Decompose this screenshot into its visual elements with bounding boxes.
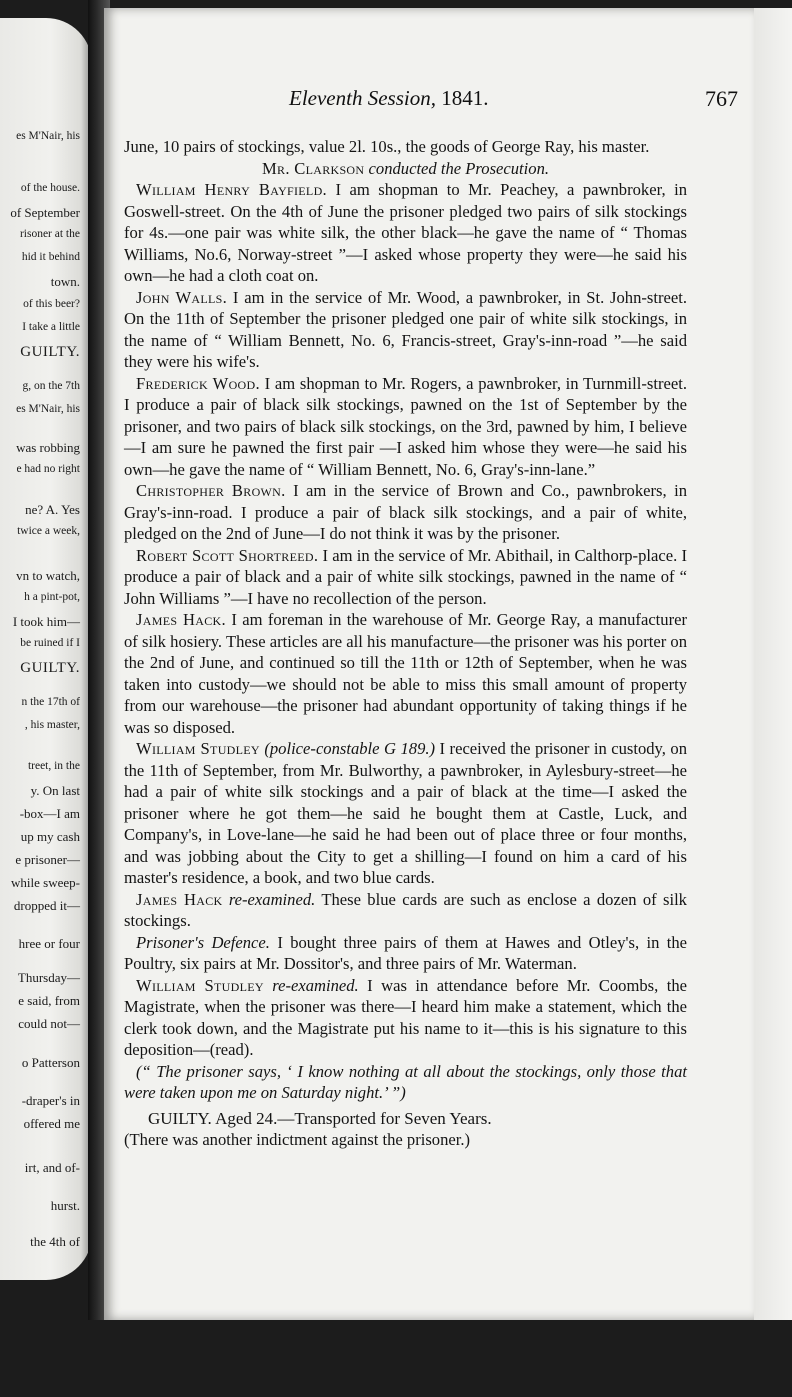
testimonies [124, 179, 687, 1061]
opening-paragraph: June, 10 pairs of stockings, value 2l. 10s., the goods of George Ray, his master. [124, 137, 650, 156]
witness-note: re-examined. [272, 975, 359, 995]
previous-page-line: o Patterson [21, 1055, 80, 1070]
previous-page-line: of this beer? [23, 298, 80, 310]
testimony-text: I am foreman in the warehouse of Mr. George Ray, a manufacturer of silk hosiery. These articles are all his manufacture—the prisoner was his porter on the 2nd of June, and continued so till the 11th or 12th of September, when he was taken into custody—we should not be able to miss this small amount of property from our warehouse—the prisoner had abundant opportunity of taking things if he was so disposed. [124, 610, 688, 737]
previous-page-line: hurst. [50, 1198, 80, 1213]
witness-name: William Henry Bayfield. [136, 180, 327, 199]
current-page [104, 8, 754, 1320]
prisoner-statement: (“ The prisoner says, ‘ I know nothing at all about the stockings, only those that were taken upon me on Saturday night.’ ”) [124, 1061, 687, 1102]
previous-page-line: -box—I am [19, 806, 80, 821]
witness-name: Frederick Wood. [136, 373, 260, 393]
previous-page-line: twice a week, [17, 525, 80, 537]
previous-page-line: e said, from [18, 993, 80, 1008]
testimony-paragraph [124, 480, 687, 545]
previous-page-line: n the 17th of [21, 696, 80, 708]
previous-page-line: GUILTY. [20, 344, 80, 360]
previous-page-line: I took him— [12, 614, 80, 629]
witness-note: re-examined. [228, 889, 316, 909]
previous-page-line: vn to watch, [16, 568, 80, 583]
witness-name: James Hack. [136, 610, 226, 629]
prosecutor-name: Mr. Clarkson [261, 158, 365, 178]
testimony-paragraph [124, 889, 687, 932]
previous-page-line: h a pint-pot, [24, 591, 80, 603]
session-year: 1841. [441, 86, 489, 110]
previous-page-line: Thursday— [17, 970, 80, 985]
previous-page-line: was robbing [16, 440, 80, 455]
previous-page-line: could not— [18, 1016, 80, 1031]
running-head [289, 86, 488, 111]
previous-page-line: hree or four [18, 936, 80, 951]
prosecution-note: conducted the Prosecution. [368, 158, 550, 178]
testimony-text: I am in the service of Mr. Abithail, in Calthorp-place. I produce a pair of black and a pair of white silk stockings, pawned in the name of “ John Williams ”—I have no recollection of the person. [124, 545, 687, 608]
testimony-text: I am shopman to Mr. Rogers, a pawnbroker, in Turnmill-street. I produce a pair of black silk stockings, pawned on the 1st of September by the prisoner, and two pairs of black silk stockings, on the 3rd, pawned by him, I believe—I am sure he pawned the first pair —I asked him whose they were—he said his own—he gave the name of “ William Bennett, No. 6, Gray's-inn-lane.” [124, 373, 687, 479]
previous-page-line: up my cash [20, 829, 80, 844]
verdict: GUILTY. Aged 24.—Transported for Seven Years. [148, 1108, 492, 1128]
testimony-text: I am shopman to Mr. Peachey, a pawnbroker, in Goswell-street. On the 4th of June the prisoner pledged two pairs of silk stockings for 4s.—one pair was white silk, the other black—he gave the name of “ Thomas Williams, No.6, Norway-street ”—I asked whose property they were—he said his own—he had a cloth coat on. [124, 180, 688, 285]
previous-page [0, 18, 92, 1280]
previous-page-line: e prisoner— [15, 852, 80, 867]
previous-page-line: es M'Nair, his [16, 130, 80, 142]
previous-page-line: , his master, [24, 719, 80, 731]
testimony-paragraph [124, 975, 687, 1061]
previous-page-line: of September [10, 205, 80, 220]
witness-name: William Studley [136, 975, 264, 995]
previous-page-line: the 4th of [30, 1234, 80, 1249]
previous-page-text [0, 18, 92, 1280]
previous-page-line: treet, in the [27, 760, 80, 772]
testimony-text: I am in the service of Mr. Wood, a pawnbroker, in St. John-street. On the 11th of September the prisoner pledged one pair of white silk stockings, in the name of “ William Bennett, No. 6, Francis-street, Gray's-inn-road ”—he said they were his wife's. [124, 287, 688, 371]
session-title: Eleventh Session, [289, 86, 436, 110]
testimony-paragraph [124, 179, 687, 287]
testimony-paragraph [124, 287, 687, 373]
testimony-text: These blue cards are such as enclose a dozen of silk stockings. [124, 889, 687, 930]
previous-page-line: -draper's in [21, 1093, 80, 1108]
previous-page-line: e had no right [16, 463, 80, 475]
page-header [124, 86, 738, 116]
previous-page-line: while sweep- [11, 875, 80, 890]
previous-page-line: I take a little [22, 321, 80, 333]
previous-page-line: irt, and of- [24, 1160, 80, 1175]
testimony-paragraph [124, 609, 687, 738]
scan-border [0, 1320, 792, 1397]
closing-note: (There was another indictment against the prisoner.) [124, 1130, 471, 1149]
previous-page-line: be ruined if I [20, 637, 80, 649]
previous-page-line: risoner at the [19, 228, 80, 240]
testimony-text: I am in the service of Brown and Co., pawnbrokers, in Gray's-inn-road. I produce a pair of black silk stockings, and a pair of white, pledged on the 2nd of June—I do not think it was by the prisoner. [124, 481, 688, 543]
previous-page-line: dropped it— [13, 898, 80, 913]
previous-page-line: town. [50, 274, 80, 289]
previous-page-line: g, on the 7th [22, 380, 80, 392]
previous-page-line: es M'Nair, his [16, 403, 80, 415]
witness-name: Christopher Brown. [136, 481, 286, 500]
witness-name: John Walls. [136, 287, 228, 307]
previous-page-line: of the house. [20, 182, 80, 194]
testimony-text: I received the prisoner in custody, on the 11th of September, from Mr. Bulworthy, a pawnbroker, in Aylesbury-street—he had a pair of white silk stockings and a pair of black at the time—I asked the prisoner where he got them—he said he bought them at Castle, Luck, and Company's, in Love-lane—he said he had been out of place three or four months, and was jobbing about the City to get a shilling—I found on him a card of his master's residence, a book, and two blue cards. [124, 739, 687, 887]
page-body [124, 136, 687, 1151]
witness-name: James Hack [136, 889, 223, 909]
testimony-text: I bought three pairs of them at Hawes and Otley's, in the Poultry, six pairs at Mr. Dossitor's, and three pairs of Mr. Waterman. [124, 932, 688, 973]
previous-page-line: y. On last [30, 783, 80, 798]
previous-page-line: offered me [23, 1116, 80, 1131]
testimony-paragraph [124, 373, 687, 481]
previous-page-line: GUILTY. [20, 660, 80, 676]
testimony-text: I was in attendance before Mr. Coombs, the Magistrate, when the prisoner was there—I heard him make a statement, which the clerk took down, and the Magistrate put his name to it—this is his signature to this deposition—(read). [124, 975, 687, 1059]
witness-note: (police-constable G 189.) [264, 739, 436, 758]
page-number: 767 [705, 86, 738, 111]
witness-name: Robert Scott Shortreed. [136, 545, 319, 565]
previous-page-line: ne? A. Yes [25, 502, 80, 517]
witness-name: William Studley [136, 739, 260, 758]
page-edge [752, 8, 792, 1397]
testimony-paragraph [124, 932, 687, 975]
previous-page-line: hid it behind [21, 251, 80, 263]
testimony-paragraph [124, 545, 687, 610]
witness-note: Prisoner's Defence. [136, 932, 270, 952]
prosecution-line [124, 158, 687, 180]
testimony-paragraph [124, 738, 687, 889]
